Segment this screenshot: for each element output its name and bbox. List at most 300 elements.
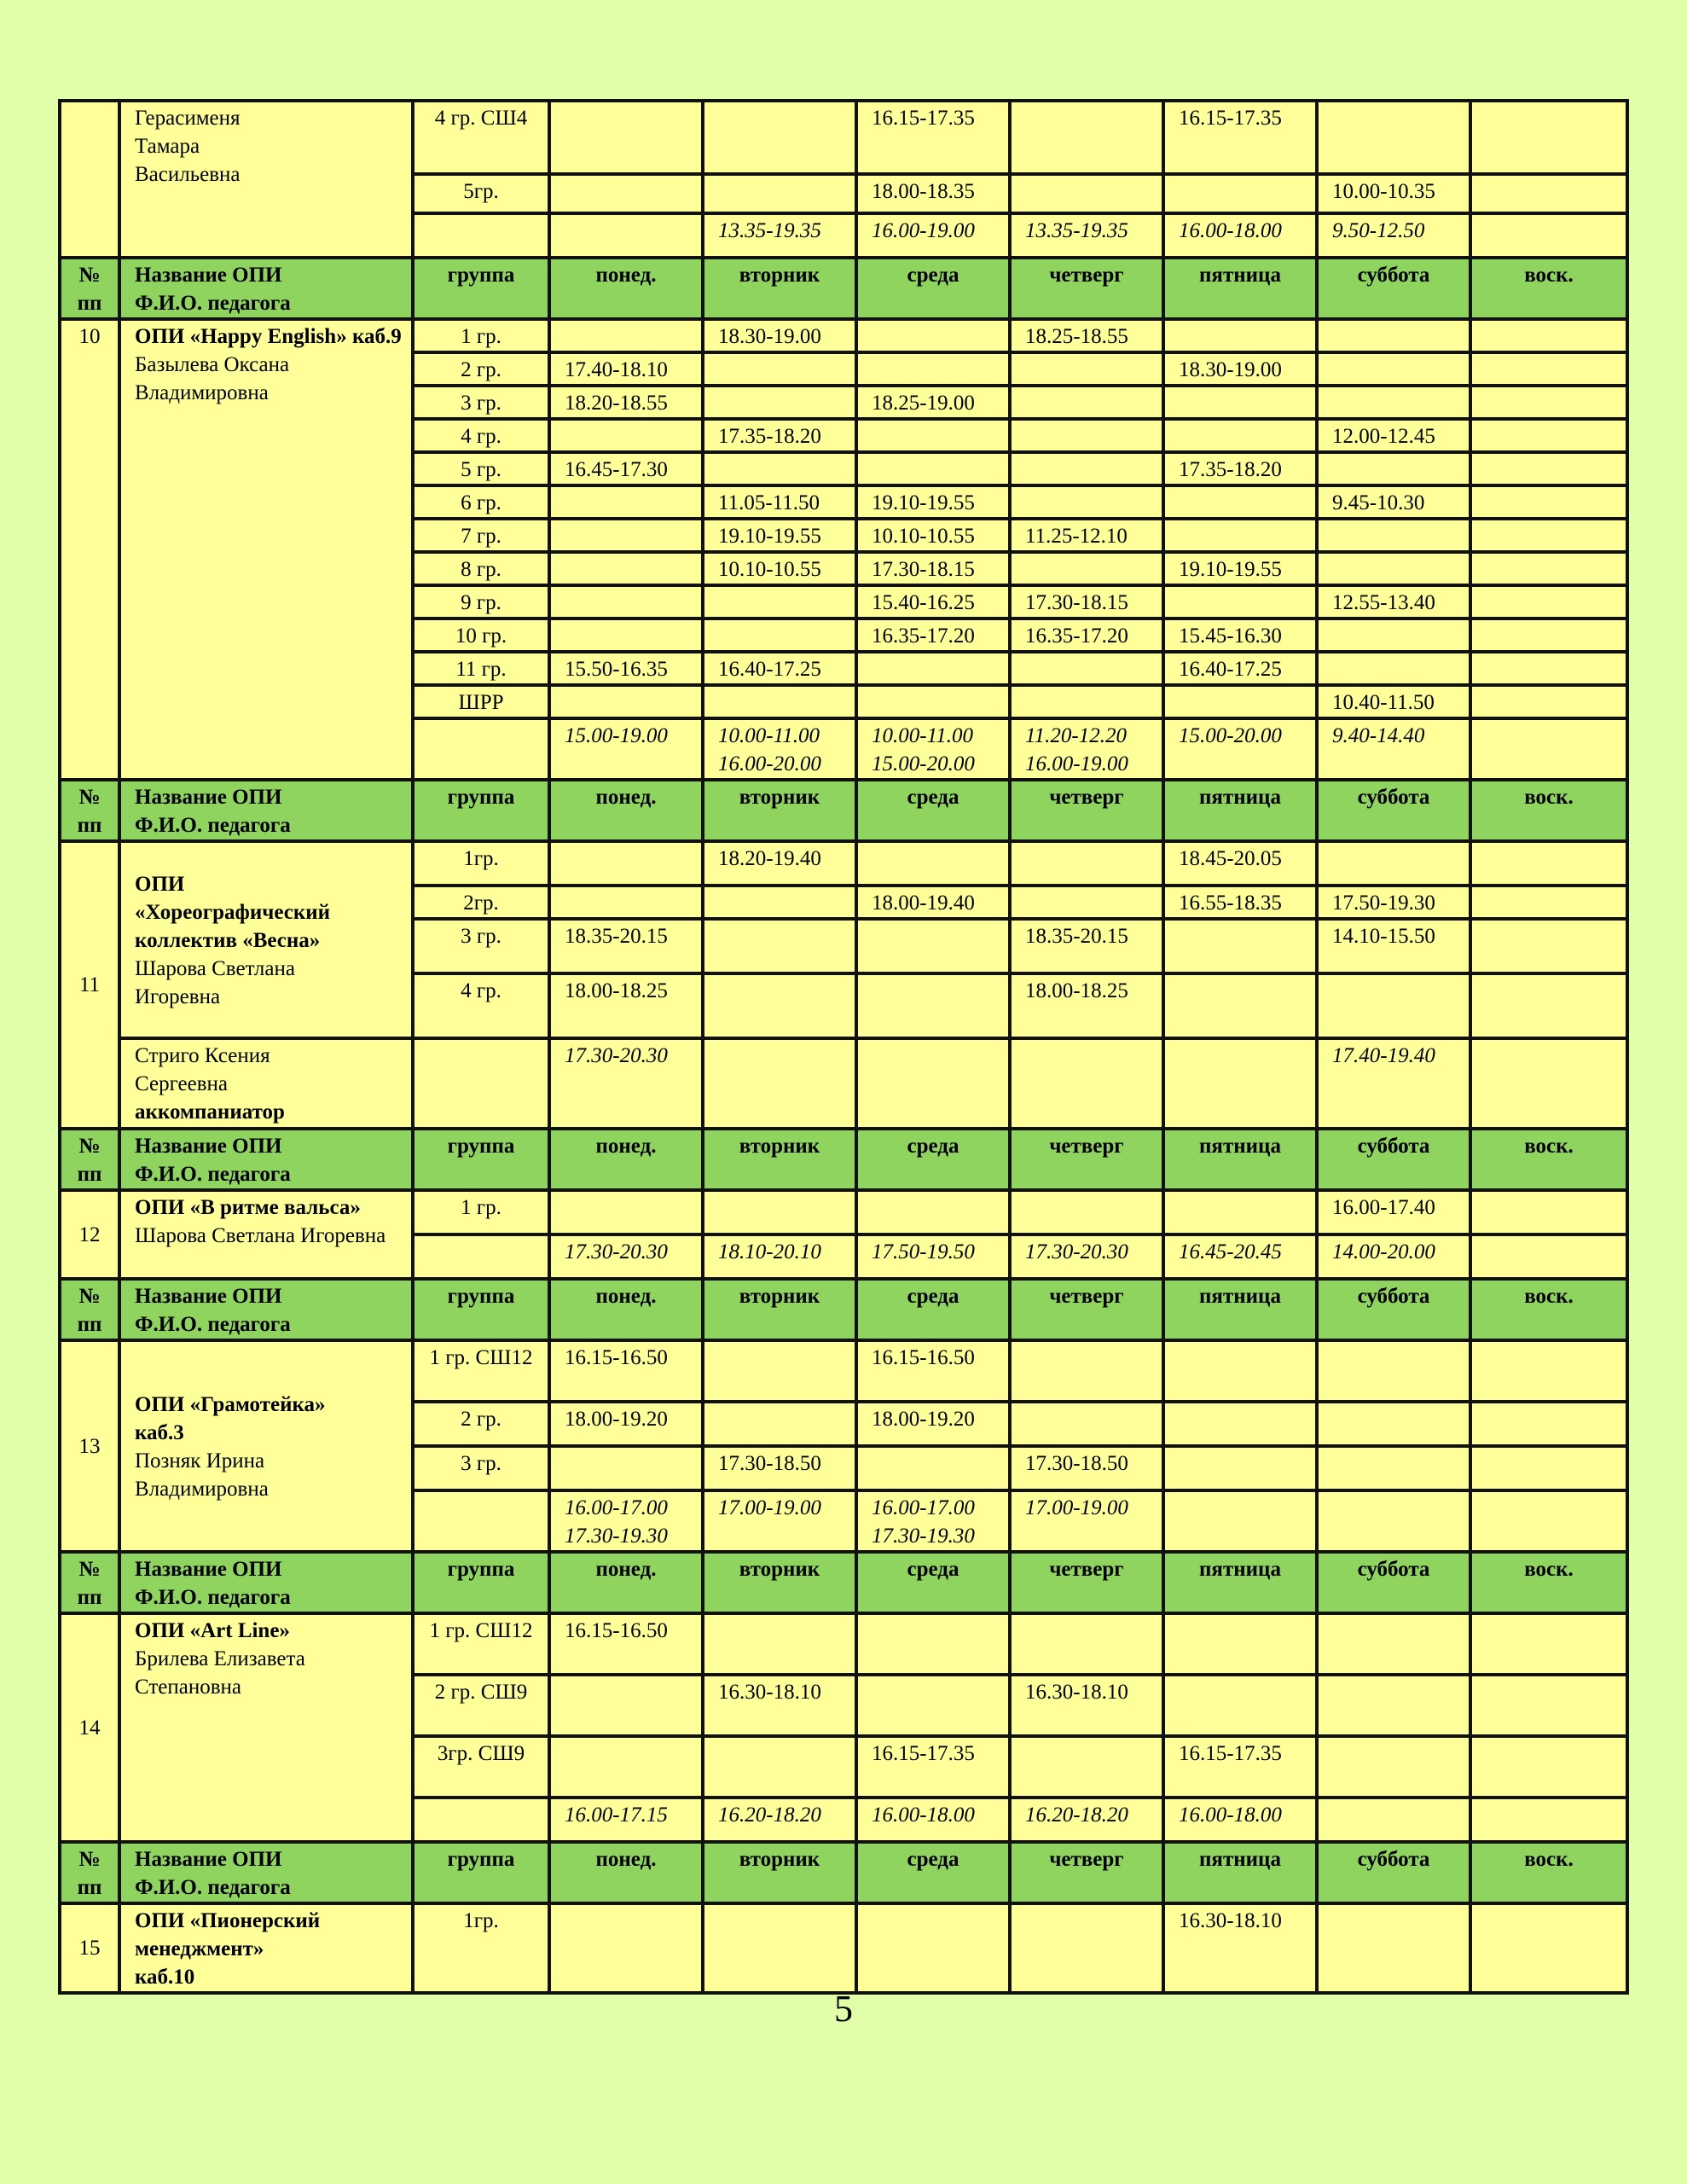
- total-cell-wed: [856, 1038, 1010, 1129]
- time-value: 18.35-20.15: [565, 925, 668, 948]
- total-cell-sun: [1470, 1798, 1627, 1842]
- header-sun: [1470, 1842, 1627, 1903]
- total-time: 16.00-18.00: [872, 1804, 975, 1827]
- time-cell-wed: [856, 485, 1010, 519]
- group-cell: [413, 841, 549, 886]
- group-cell: [413, 352, 549, 386]
- time-cell-thu: [1010, 319, 1163, 352]
- total-cell-sun: [1470, 1038, 1627, 1129]
- time-cell-thu: [1010, 886, 1163, 919]
- total-time: 16.00-19.00: [1025, 752, 1128, 775]
- total-time: 17.30-19.30: [565, 1525, 668, 1548]
- header-mon: [549, 1552, 703, 1613]
- group-cell: [413, 652, 549, 685]
- header-num-label: пп: [77, 1586, 102, 1609]
- group-label: 2 гр.: [461, 1408, 501, 1431]
- time-cell-wed: [856, 1675, 1010, 1736]
- time-cell-tue: [703, 485, 856, 519]
- group-cell: [413, 485, 549, 519]
- total-cell-tue: [703, 1798, 856, 1842]
- group-cell: [413, 919, 549, 973]
- table-row: [60, 1613, 1627, 1675]
- time-value: 18.00-19.40: [872, 892, 975, 915]
- time-cell-fri: [1163, 1903, 1317, 1993]
- group-cell: [413, 585, 549, 619]
- time-cell-fri: [1163, 452, 1317, 485]
- time-value: 17.35-18.20: [1179, 458, 1282, 481]
- row-number: 13: [78, 1434, 101, 1458]
- time-value: 19.10-19.55: [718, 525, 821, 548]
- time-cell-thu: [1010, 841, 1163, 886]
- teacher-name: Базылева Оксана Владимировна: [135, 353, 290, 404]
- time-value: 16.15-16.50: [565, 1346, 668, 1369]
- header-fri: [1163, 1279, 1317, 1340]
- total-time: 16.00-17.00: [565, 1496, 668, 1519]
- header-day-label: воск.: [1524, 786, 1574, 809]
- header-fri: [1163, 258, 1317, 319]
- group-label: 3 гр.: [461, 1452, 501, 1475]
- group-cell: [413, 886, 549, 919]
- group-label: 8 гр.: [461, 558, 501, 581]
- header-name-teacher: Ф.И.О. педагога: [135, 292, 291, 315]
- time-cell-fri: [1163, 319, 1317, 352]
- header-sat: [1317, 780, 1470, 841]
- header-day-label: четверг: [1049, 786, 1124, 809]
- program-title: ОПИ «Happy English» каб.9: [135, 325, 402, 348]
- time-value: 13.35-19.35: [718, 219, 821, 242]
- accompanist-name-line: Стриго Ксения: [135, 1044, 270, 1067]
- time-cell-sat: [1317, 1903, 1470, 1993]
- accompanist-name-cell: [119, 1038, 413, 1129]
- time-value: 18.25-19.00: [872, 392, 975, 415]
- row-number-cell: [60, 1903, 119, 1993]
- time-value: 18.00-19.20: [565, 1408, 668, 1431]
- total-time: 15.00-20.00: [872, 752, 975, 775]
- accompanist-name-line: Сергеевна: [135, 1072, 228, 1095]
- time-cell-thu: [1010, 619, 1163, 652]
- time-value: 9.45-10.30: [1332, 491, 1425, 514]
- header-num: [60, 258, 119, 319]
- time-cell-wed: [856, 585, 1010, 619]
- time-cell-wed: [856, 213, 1010, 258]
- time-value: 16.15-16.50: [872, 1346, 975, 1369]
- time-cell-mon: [549, 685, 703, 718]
- time-cell-fri: [1163, 386, 1317, 419]
- time-cell-sun: [1470, 1675, 1627, 1736]
- header-name-teacher: Ф.И.О. педагога: [135, 1163, 291, 1186]
- header-day-label: пятница: [1199, 786, 1281, 809]
- time-cell-sun: [1470, 386, 1627, 419]
- time-cell-tue: [703, 174, 856, 213]
- time-cell-wed: [856, 386, 1010, 419]
- total-cell-sun: [1470, 1234, 1627, 1279]
- header-day-label: пятница: [1199, 1558, 1281, 1581]
- time-cell-sat: [1317, 585, 1470, 619]
- name-cell: [119, 1613, 413, 1842]
- header-group: [413, 258, 549, 319]
- header-num-symbol: №: [78, 1285, 101, 1308]
- time-cell-sat: [1317, 973, 1470, 1038]
- total-cell-wed: [856, 1234, 1010, 1279]
- header-fri: [1163, 1129, 1317, 1190]
- header-tue: [703, 1552, 856, 1613]
- time-cell-mon: [549, 1190, 703, 1234]
- time-cell-tue: [703, 619, 856, 652]
- time-cell-mon: [549, 552, 703, 585]
- header-day-label: понед.: [595, 1285, 657, 1308]
- group-cell: [413, 1490, 549, 1552]
- time-cell-sat: [1317, 685, 1470, 718]
- total-cell-thu: [1010, 1038, 1163, 1129]
- time-cell-mon: [549, 352, 703, 386]
- time-cell-wed: [856, 619, 1010, 652]
- time-cell-mon: [549, 841, 703, 886]
- program-title: менеджмент»: [135, 1937, 264, 1960]
- time-cell-fri: [1163, 886, 1317, 919]
- time-cell-thu: [1010, 386, 1163, 419]
- time-cell-fri: [1163, 841, 1317, 886]
- time-cell-thu: [1010, 1675, 1163, 1736]
- time-cell-sat: [1317, 1446, 1470, 1490]
- accompanist-row: [60, 1038, 1627, 1129]
- time-cell-fri: [1163, 1190, 1317, 1234]
- time-cell-sat: [1317, 419, 1470, 452]
- total-cell-sat: [1317, 1234, 1470, 1279]
- time-value: 16.00-19.00: [872, 219, 975, 242]
- time-value: 16.30-18.10: [718, 1681, 821, 1704]
- time-cell-sun: [1470, 452, 1627, 485]
- table-row: [60, 319, 1627, 352]
- header-name: [119, 1279, 413, 1340]
- group-label: 5гр.: [463, 180, 499, 203]
- row-number: 10: [78, 325, 101, 348]
- group-cell: [413, 1675, 549, 1736]
- time-cell-tue: [703, 973, 856, 1038]
- time-cell-fri: [1163, 619, 1317, 652]
- time-value: 16.45-17.30: [565, 458, 668, 481]
- time-cell-wed: [856, 452, 1010, 485]
- header-name-title: Название ОПИ: [135, 786, 282, 809]
- time-cell-tue: [703, 886, 856, 919]
- header-thu: [1010, 1129, 1163, 1190]
- time-cell-tue: [703, 386, 856, 419]
- table-row: [60, 841, 1627, 886]
- time-cell-wed: [856, 685, 1010, 718]
- time-cell-mon: [549, 1675, 703, 1736]
- header-day-label: вторник: [739, 264, 820, 287]
- header-day-label: понед.: [595, 786, 657, 809]
- total-time: 15.00-20.00: [1179, 724, 1282, 747]
- group-cell: [413, 1402, 549, 1446]
- header-fri: [1163, 1842, 1317, 1903]
- time-cell-wed: [856, 652, 1010, 685]
- header-num-symbol: №: [78, 1558, 101, 1581]
- header-name-teacher: Ф.И.О. педагога: [135, 1313, 291, 1336]
- group-cell: [413, 685, 549, 718]
- time-cell-mon: [549, 519, 703, 552]
- time-value: 19.10-19.55: [872, 491, 975, 514]
- total-time: 16.00-18.00: [1179, 1804, 1282, 1827]
- time-cell-fri: [1163, 973, 1317, 1038]
- group-label: 1гр.: [463, 1909, 499, 1932]
- header-num: [60, 1279, 119, 1340]
- time-value: 16.35-17.20: [872, 624, 975, 648]
- header-sun: [1470, 258, 1627, 319]
- time-cell-tue: [703, 1903, 856, 1993]
- header-day-label: пятница: [1199, 1285, 1281, 1308]
- header-day-label: воск.: [1524, 264, 1574, 287]
- group-label: 11 гр.: [455, 658, 507, 681]
- header-mon: [549, 258, 703, 319]
- total-cell-fri: [1163, 1490, 1317, 1552]
- header-row: [60, 1552, 1627, 1613]
- time-cell-sun: [1470, 1903, 1627, 1993]
- group-label: 5 гр.: [461, 458, 501, 481]
- table-row: [60, 1190, 1627, 1234]
- total-cell-sun: [1470, 1490, 1627, 1552]
- total-cell-thu: [1010, 1234, 1163, 1279]
- time-cell-tue: [703, 1736, 856, 1798]
- header-wed: [856, 1842, 1010, 1903]
- name-cell: [119, 101, 413, 258]
- time-cell-fri: [1163, 485, 1317, 519]
- group-cell: [413, 101, 549, 174]
- total-time: 16.20-18.20: [1025, 1804, 1128, 1827]
- time-cell-tue: [703, 452, 856, 485]
- total-time: 16.45-20.45: [1179, 1240, 1282, 1263]
- header-thu: [1010, 1552, 1163, 1613]
- time-value: 18.00-19.20: [872, 1408, 975, 1431]
- header-sat: [1317, 1129, 1470, 1190]
- time-cell-tue: [703, 1675, 856, 1736]
- time-cell-fri: [1163, 101, 1317, 174]
- time-cell-sun: [1470, 419, 1627, 452]
- program-title: ОПИ: [135, 873, 185, 896]
- time-cell-sun: [1470, 1340, 1627, 1402]
- header-day-label: среда: [907, 1285, 959, 1308]
- teacher-name-line: Тамара: [135, 135, 200, 158]
- header-group: [413, 1279, 549, 1340]
- time-cell-mon: [549, 386, 703, 419]
- time-cell-sat: [1317, 886, 1470, 919]
- header-group-label: группа: [447, 786, 515, 809]
- total-time: 17.30-19.30: [872, 1525, 975, 1548]
- total-cell-wed: [856, 1798, 1010, 1842]
- header-name-title: Название ОПИ: [135, 1135, 282, 1158]
- time-value: 14.10-15.50: [1332, 925, 1435, 948]
- time-cell-thu: [1010, 419, 1163, 452]
- time-cell-thu: [1010, 685, 1163, 718]
- header-day-label: суббота: [1357, 1848, 1430, 1871]
- time-cell-fri: [1163, 1446, 1317, 1490]
- group-label: ШРР: [458, 691, 504, 714]
- time-cell-tue: [703, 552, 856, 585]
- time-value: 18.00-18.25: [1025, 979, 1128, 1002]
- header-row: [60, 1279, 1627, 1340]
- time-cell-sat: [1317, 552, 1470, 585]
- time-cell-sat: [1317, 1736, 1470, 1798]
- total-time: 17.00-19.00: [718, 1496, 821, 1519]
- group-label: 3 гр.: [461, 392, 501, 415]
- header-num-label: пп: [77, 814, 102, 837]
- time-cell-fri: [1163, 1340, 1317, 1402]
- time-cell-wed: [856, 319, 1010, 352]
- time-cell-tue: [703, 352, 856, 386]
- group-cell: [413, 718, 549, 780]
- group-label: 1 гр. СШ12: [429, 1619, 533, 1642]
- header-num-label: пп: [77, 1876, 102, 1899]
- time-cell-thu: [1010, 101, 1163, 174]
- time-value: 16.15-16.50: [565, 1619, 668, 1642]
- time-cell-sat: [1317, 1675, 1470, 1736]
- header-day-label: среда: [907, 1848, 959, 1871]
- time-cell-wed: [856, 519, 1010, 552]
- name-cell: [119, 1340, 413, 1552]
- time-cell-fri: [1163, 585, 1317, 619]
- time-value: 16.55-18.35: [1179, 892, 1282, 915]
- time-value: 13.35-19.35: [1025, 219, 1128, 242]
- header-num-label: пп: [77, 292, 102, 315]
- header-day-label: вторник: [739, 1848, 820, 1871]
- header-num: [60, 780, 119, 841]
- time-cell-mon: [549, 1402, 703, 1446]
- time-cell-wed: [856, 1903, 1010, 1993]
- time-cell-tue: [703, 685, 856, 718]
- time-cell-sun: [1470, 1402, 1627, 1446]
- group-cell: [413, 174, 549, 213]
- time-cell-wed: [856, 174, 1010, 213]
- total-cell-thu: [1010, 718, 1163, 780]
- header-name: [119, 1552, 413, 1613]
- program-title: ОПИ «Art Line»: [135, 1619, 290, 1642]
- row-number-cell: [60, 101, 119, 258]
- total-time: 11.20-12.20: [1025, 724, 1127, 747]
- table-row: [60, 101, 1627, 174]
- time-cell-mon: [549, 485, 703, 519]
- header-wed: [856, 258, 1010, 319]
- header-day-label: пятница: [1199, 264, 1281, 287]
- group-label: 4 гр. СШ4: [434, 107, 528, 130]
- group-label: 2 гр. СШ9: [434, 1681, 528, 1704]
- time-cell-mon: [549, 1340, 703, 1402]
- time-cell-mon: [549, 585, 703, 619]
- total-time: 17.00-19.00: [1025, 1496, 1128, 1519]
- row-number: 12: [78, 1223, 101, 1246]
- header-mon: [549, 780, 703, 841]
- time-cell-mon: [549, 452, 703, 485]
- header-name-title: Название ОПИ: [135, 264, 282, 287]
- time-value: 10.40-11.50: [1332, 691, 1435, 714]
- time-value: 15.50-16.35: [565, 658, 668, 681]
- total-cell-sat: [1317, 1490, 1470, 1552]
- time-value: 17.40-18.10: [565, 358, 668, 381]
- time-cell-tue: [703, 1446, 856, 1490]
- time-cell-thu: [1010, 652, 1163, 685]
- time-cell-thu: [1010, 973, 1163, 1038]
- time-cell-tue: [703, 1190, 856, 1234]
- header-wed: [856, 1279, 1010, 1340]
- total-cell-fri: [1163, 1038, 1317, 1129]
- group-label: 4 гр.: [461, 979, 501, 1002]
- time-cell-sat: [1317, 174, 1470, 213]
- total-cell-sat: [1317, 1798, 1470, 1842]
- time-cell-fri: [1163, 552, 1317, 585]
- header-day-label: понед.: [595, 1848, 657, 1871]
- header-sun: [1470, 1129, 1627, 1190]
- header-day-label: четверг: [1049, 1285, 1124, 1308]
- time-cell-thu: [1010, 1340, 1163, 1402]
- teacher-name-line: Владимировна: [135, 1478, 269, 1501]
- total-time: 10.00-11.00: [718, 724, 820, 747]
- header-row: [60, 780, 1627, 841]
- time-cell-mon: [549, 1613, 703, 1675]
- time-cell-fri: [1163, 685, 1317, 718]
- header-group: [413, 1842, 549, 1903]
- time-cell-sat: [1317, 386, 1470, 419]
- row-number: 11: [78, 973, 101, 996]
- total-time: 16.20-18.20: [718, 1804, 821, 1827]
- program-title: ОПИ «В ритме вальса»: [135, 1196, 361, 1219]
- total-cell-fri: [1163, 718, 1317, 780]
- time-cell-sun: [1470, 485, 1627, 519]
- time-cell-tue: [703, 1613, 856, 1675]
- time-cell-sun: [1470, 585, 1627, 619]
- total-time: 17.30-20.30: [1025, 1240, 1128, 1263]
- header-thu: [1010, 780, 1163, 841]
- header-tue: [703, 1279, 856, 1340]
- total-cell-wed: [856, 1490, 1010, 1552]
- total-time: 17.50-19.50: [872, 1240, 975, 1263]
- total-cell-mon: [549, 718, 703, 780]
- header-name-title: Название ОПИ: [135, 1848, 282, 1871]
- time-cell-sun: [1470, 352, 1627, 386]
- total-time: 9.40-14.40: [1332, 724, 1425, 747]
- header-day-label: суббота: [1357, 1558, 1430, 1581]
- time-value: 18.45-20.05: [1179, 847, 1282, 870]
- row-number: 15: [78, 1937, 101, 1960]
- header-day-label: вторник: [739, 786, 820, 809]
- header-tue: [703, 780, 856, 841]
- time-cell-sun: [1470, 886, 1627, 919]
- time-cell-wed: [856, 419, 1010, 452]
- time-cell-sun: [1470, 685, 1627, 718]
- time-value: 16.30-18.10: [1179, 1909, 1282, 1932]
- time-cell-thu: [1010, 552, 1163, 585]
- total-cell-thu: [1010, 1490, 1163, 1552]
- group-label: 2гр.: [463, 892, 499, 915]
- header-name-teacher: Ф.И.О. педагога: [135, 1876, 291, 1899]
- time-cell-thu: [1010, 919, 1163, 973]
- time-value: 18.30-19.00: [718, 325, 821, 348]
- header-wed: [856, 1552, 1010, 1613]
- header-day-label: среда: [907, 1135, 959, 1158]
- time-cell-tue: [703, 213, 856, 258]
- total-cell-fri: [1163, 1798, 1317, 1842]
- time-value: 18.30-19.00: [1179, 358, 1282, 381]
- group-cell: [413, 213, 549, 258]
- time-cell-mon: [549, 1446, 703, 1490]
- time-value: 15.45-16.30: [1179, 624, 1282, 648]
- group-cell: [413, 552, 549, 585]
- header-day-label: среда: [907, 264, 959, 287]
- header-num-symbol: №: [78, 264, 101, 287]
- total-cell-tue: [703, 1234, 856, 1279]
- total-time: 16.00-20.00: [718, 752, 821, 775]
- name-cell: [119, 841, 413, 1038]
- row-number-cell: [60, 319, 119, 780]
- group-label: 1гр.: [463, 847, 499, 870]
- time-cell-sat: [1317, 485, 1470, 519]
